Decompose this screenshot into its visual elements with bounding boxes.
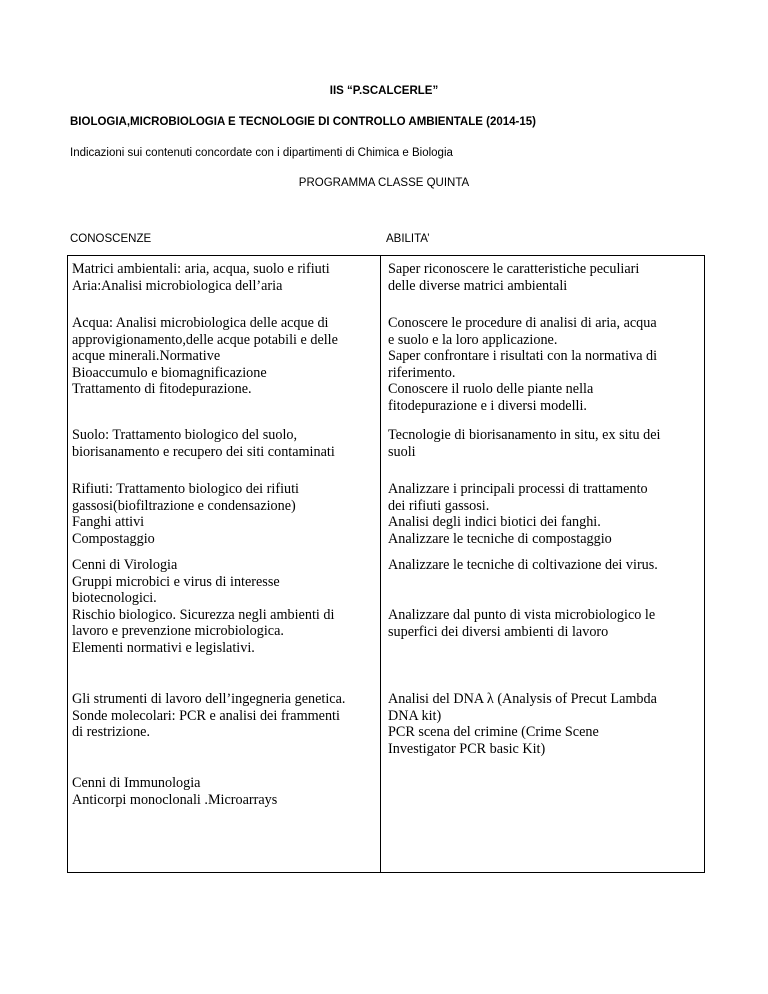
- conoscenze-cell-matrici: Matrici ambientali: aria, acqua, suolo e rifiuti Aria:Analisi microbiologica dell’aria: [72, 261, 330, 294]
- abilita-cell-virologia: Analizzare le tecniche di coltivazione dei virus.: [388, 557, 658, 573]
- abilita-cell-acqua: Conoscere le procedure di analisi di aria, acqua e suolo e la loro applicazione. Saper confrontare i risultati con la normativa di riferimento. Conoscere il ruolo delle piante nella fitodepurazione e i diversi modelli.: [388, 315, 658, 414]
- table-column-divider: [380, 256, 381, 872]
- conoscenze-cell-acqua: Acqua: Analisi microbiologica delle acque di approvigionamento,delle acque potabili e delle acque minerali.Normative Bioaccumulo e biomagnificazione Trattamento di fitodepurazione.: [72, 315, 338, 397]
- conoscenze-cell-virologia: Cenni di Virologia Gruppi microbici e virus di interesse biotecnologici. Rischio biologico. Sicurezza negli ambienti di lavoro e prevenzione microbiologica. Elementi normativi e legislativi.: [72, 557, 335, 656]
- conoscenze-cell-ingegneria: Gli strumenti di lavoro dell’ingegneria genetica. Sonde molecolari: PCR e analisi dei frammenti di restrizione.: [72, 691, 346, 740]
- school-title: IIS “P.SCALCERLE”: [329, 85, 439, 97]
- conoscenze-cell-rifiuti: Rifiuti: Trattamento biologico dei rifiuti gassosi(biofiltrazione e condensazione) Fanghi attivi Compostaggio: [72, 481, 299, 547]
- abilita-cell-matrici: Saper riconoscere le caratteristiche peculiari delle diverse matrici ambientali: [388, 261, 640, 294]
- conoscenze-cell-suolo: Suolo: Trattamento biologico del suolo, biorisanamento e recupero dei siti contaminati: [72, 427, 335, 460]
- conoscenze-cell-immunologia: Cenni di Immunologia Anticorpi monoclonali .Microarrays: [72, 775, 278, 808]
- abilita-cell-superfici: Analizzare dal punto di vista microbiologico le superfici dei diversi ambienti di lavoro: [388, 607, 656, 640]
- abilita-cell-rifiuti: Analizzare i principali processi di trattamento dei rifiuti gassosi. Analisi degli indici biotici dei fanghi. Analizzare le tecniche di compostaggio: [388, 481, 648, 547]
- program-title: PROGRAMMA CLASSE QUINTA: [298, 177, 470, 189]
- content-table: [67, 255, 705, 873]
- course-title: BIOLOGIA,MICROBIOLOGIA E TECNOLOGIE DI CONTROLLO AMBIENTALE (2014-15): [70, 116, 536, 128]
- abilita-cell-suolo: Tecnologie di biorisanamento in situ, ex situ dei suoli: [388, 427, 661, 460]
- abilita-cell-dna: Analisi del DNA λ (Analysis of Precut Lambda DNA kit) PCR scena del crimine (Crime Scene Investigator PCR basic Kit): [388, 691, 657, 757]
- column-header-abilita: ABILITA’: [386, 233, 430, 245]
- column-header-conoscenze: CONOSCENZE: [70, 233, 152, 245]
- indications-text: Indicazioni sui contenuti concordate con i dipartimenti di Chimica e Biologia: [70, 147, 453, 159]
